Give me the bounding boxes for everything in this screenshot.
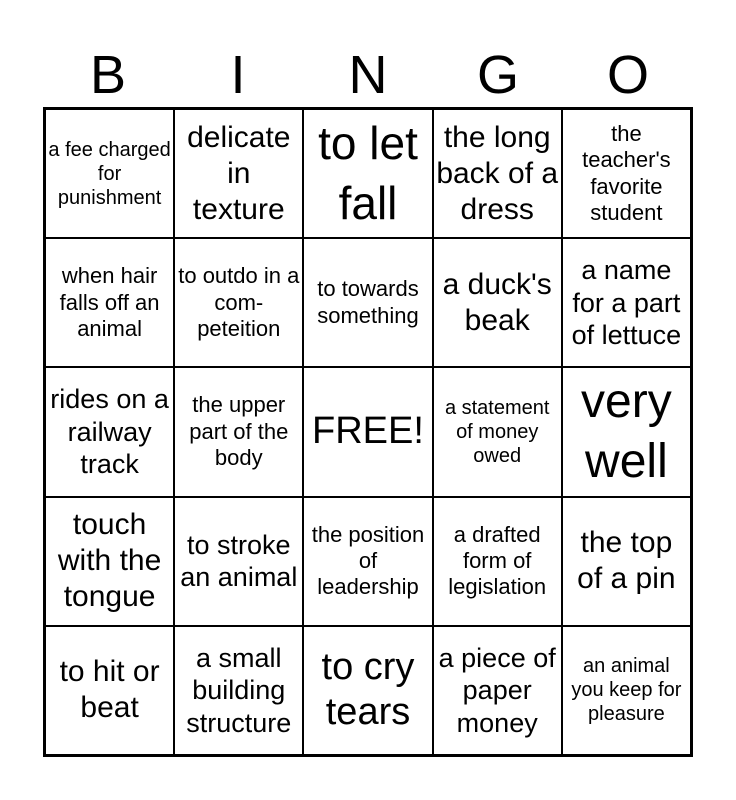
bingo-cell[interactable]: very well <box>562 367 691 496</box>
bingo-cell[interactable]: a name for a part of lettuce <box>562 238 691 367</box>
bingo-cell[interactable]: a piece of paper money <box>433 626 562 755</box>
bingo-header <box>43 42 693 108</box>
bingo-cell[interactable]: an animal you keep for pleasure <box>562 626 691 755</box>
bingo-cell[interactable]: the long back of a dress <box>433 109 562 238</box>
bingo-cell[interactable]: a fee charged for punishment <box>45 109 174 238</box>
header-letter-n: N <box>348 45 388 105</box>
header-letter-o: O <box>606 45 649 105</box>
header-letter-g: G <box>476 45 519 105</box>
bingo-cell[interactable]: to outdo in a com-peteition <box>174 238 303 367</box>
header-letter-b: B <box>89 45 127 105</box>
free-space-cell[interactable]: FREE! <box>303 367 432 496</box>
bingo-cell[interactable]: touch with the tongue <box>45 497 174 626</box>
bingo-cell[interactable]: to cry tears <box>303 626 432 755</box>
bingo-cell[interactable]: the top of a pin <box>562 497 691 626</box>
header-letter-i: I <box>230 45 246 105</box>
bingo-cell[interactable]: to hit or beat <box>45 626 174 755</box>
bingo-cell[interactable]: rides on a railway track <box>45 367 174 496</box>
bingo-cell[interactable]: a small building structure <box>174 626 303 755</box>
bingo-cell[interactable]: to towards something <box>303 238 432 367</box>
bingo-cell[interactable]: to stroke an animal <box>174 497 303 626</box>
bingo-board <box>43 107 693 757</box>
bingo-cell[interactable]: the upper part of the body <box>174 367 303 496</box>
bingo-cell[interactable]: delicate in texture <box>174 109 303 238</box>
bingo-cell[interactable]: to let fall <box>303 109 432 238</box>
bingo-cell[interactable]: when hair falls off an animal <box>45 238 174 367</box>
bingo-cell[interactable]: the teacher's favorite student <box>562 109 691 238</box>
bingo-cell[interactable]: a duck's beak <box>433 238 562 367</box>
bingo-cell[interactable]: a statement of money owed <box>433 367 562 496</box>
bingo-cell[interactable]: the position of leadership <box>303 497 432 626</box>
bingo-cell[interactable]: a drafted form of legislation <box>433 497 562 626</box>
